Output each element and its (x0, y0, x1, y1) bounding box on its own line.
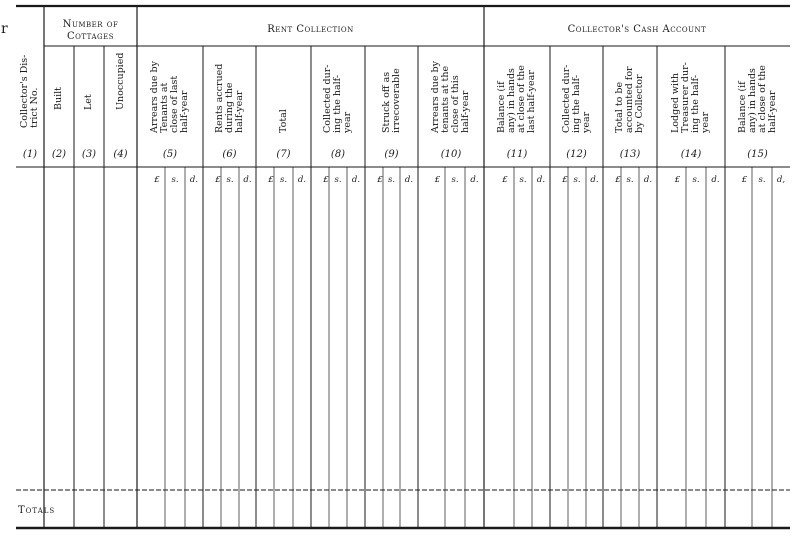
unit-label: s. (387, 175, 396, 185)
unit-label: £ (215, 175, 221, 185)
column-number-1: (1) (22, 149, 38, 160)
column-heading-line: Collected dur- (560, 64, 572, 133)
unit-label: s. (573, 175, 581, 185)
unit-label: £ (323, 175, 329, 185)
column-heading-line: Let (83, 94, 94, 110)
unit-label: £ (502, 175, 508, 185)
column-heading-9 (382, 68, 402, 133)
column-heading-line: at close of the (756, 65, 768, 133)
column-heading-line: Balance (if (496, 81, 507, 133)
column-heading-3 (84, 94, 94, 110)
unit-label: s. (334, 175, 342, 185)
column-heading-line: half-year (179, 90, 190, 133)
column-heading-line: Tenants at (159, 82, 170, 133)
unit-label: £ (562, 175, 568, 185)
column-heading-line: year (580, 111, 592, 133)
column-heading-line: Collected dur- (322, 64, 333, 133)
column-heading-line: any) in hands (746, 68, 758, 133)
stray-mark: r (1, 21, 8, 37)
column-heading-8 (323, 65, 353, 134)
column-heading-line: during the (223, 82, 235, 133)
column-heading-line: by Collector (634, 74, 645, 133)
column-heading-10 (431, 61, 471, 133)
unit-label: s. (626, 175, 634, 185)
column-heading-line: year (700, 111, 711, 133)
unit-label: s. (279, 175, 288, 185)
unit-label: d. (711, 175, 720, 185)
column-number-14: (14) (680, 149, 702, 160)
unit-label: d, (776, 175, 786, 185)
group-header-cottages (44, 20, 137, 42)
group-header-rent-collection: Rent Collection (267, 24, 354, 35)
column-heading-15 (738, 65, 778, 133)
unit-label: d. (297, 175, 307, 185)
unit-label: d. (243, 175, 252, 185)
column-heading-11 (497, 65, 537, 133)
column-heading-2 (54, 87, 64, 110)
column-number-7: (7) (276, 149, 291, 160)
group-header-cottages-line1: Number of (62, 19, 119, 30)
unit-label: s. (226, 175, 234, 185)
unit-label: £ (674, 175, 681, 185)
column-heading-line: ing the half- (690, 74, 701, 133)
group-header-cash-account: Collector's Cash Account (567, 24, 707, 35)
unit-label: s. (171, 175, 179, 185)
column-heading-line: tenants at the (440, 65, 451, 133)
column-number-5: (5) (162, 149, 178, 160)
column-number-4: (4) (113, 149, 128, 160)
column-heading-line: at close of the (516, 65, 527, 133)
unit-label: d. (189, 175, 199, 185)
unit-label: d. (404, 175, 414, 185)
column-heading-line: Arrears due by (149, 61, 160, 133)
column-number-10: (10) (440, 149, 462, 160)
unit-label: d. (536, 175, 546, 185)
column-heading-1 (20, 55, 40, 128)
column-heading-line: Arrears due by (430, 61, 441, 133)
column-number-13: (13) (619, 149, 641, 160)
column-number-6: (6) (222, 149, 237, 160)
column-heading-line: last half-year (526, 70, 537, 133)
group-header-cottages-line2: Cottages (66, 31, 115, 42)
column-heading-4 (116, 53, 126, 110)
column-number-2: (2) (51, 149, 67, 160)
column-heading-6 (215, 64, 245, 133)
column-heading-line: Lodged with (670, 72, 681, 133)
column-number-12: (12) (566, 149, 587, 160)
column-heading-13 (615, 66, 645, 133)
column-heading-7 (279, 109, 289, 133)
column-heading-line: trict No. (29, 87, 40, 128)
column-heading-line: irrecoverable (390, 68, 402, 133)
unit-label: d. (470, 175, 479, 185)
unit-label: £ (154, 175, 160, 185)
column-heading-line: Built (53, 87, 64, 110)
unit-label: s. (519, 175, 527, 185)
column-number-3: (3) (81, 149, 97, 160)
column-heading-14 (671, 62, 711, 133)
column-number-9: (9) (384, 149, 399, 160)
column-heading-line: Collector's Dis- (19, 54, 30, 128)
unit-label: s. (692, 175, 700, 185)
column-heading-line: half-year (233, 90, 245, 133)
column-heading-12 (562, 65, 592, 134)
column-number-15: (15) (747, 149, 768, 160)
unit-label: d. (351, 175, 361, 185)
unit-label: £ (268, 175, 274, 185)
unit-label: £ (741, 175, 748, 185)
column-heading-line: ing the half- (332, 74, 343, 133)
column-heading-line: half-year (766, 90, 778, 133)
column-heading-line: Total to be (614, 81, 625, 133)
unit-label: £ (434, 175, 441, 185)
column-heading-line: close of this (450, 75, 461, 133)
column-heading-line: Treasurer dur- (680, 62, 691, 133)
unit-label: s. (451, 175, 459, 185)
unit-label: s. (758, 175, 766, 185)
column-number-8: (8) (330, 149, 346, 160)
unit-label: £ (615, 175, 621, 185)
unit-label: d. (643, 175, 653, 185)
column-heading-line: Balance (if (736, 81, 748, 133)
column-heading-5 (150, 61, 190, 133)
unit-label: £ (377, 175, 383, 185)
column-heading-line: Struck off as (380, 71, 392, 133)
column-heading-line: year (342, 111, 353, 133)
unit-label: d. (590, 175, 599, 185)
column-heading-line: half-year (460, 90, 471, 133)
column-heading-line: accounted for (624, 66, 635, 133)
column-heading-line: any) in hands (506, 68, 517, 133)
column-heading-line: Unoccupied (114, 52, 126, 110)
column-heading-line: Total (277, 109, 289, 133)
column-heading-line: ing the half- (570, 74, 582, 133)
column-number-11: (11) (506, 149, 528, 160)
column-heading-line: Rents accrued (213, 63, 225, 133)
column-heading-line: close of last (169, 75, 180, 133)
totals-label: Totals (18, 505, 56, 516)
